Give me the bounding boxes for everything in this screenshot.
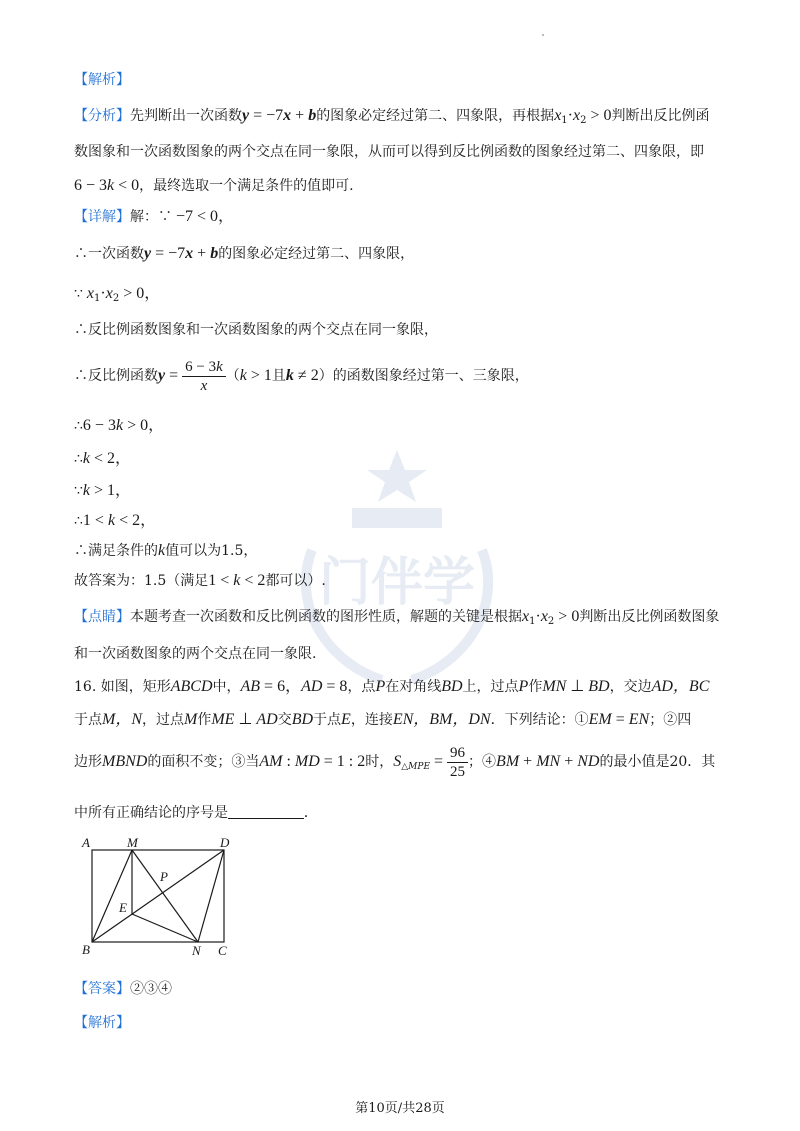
step-2b: 的图象必定经过第二、四象限， <box>218 246 415 262</box>
p16-text-2b: ，过点 <box>142 712 185 728</box>
p16-text-3f: 20 <box>669 754 688 770</box>
dianjing-text-2: 和一次函数图象的两个交点在同一象限. <box>74 646 317 662</box>
step-5b: （ <box>225 368 240 384</box>
xiangjie-text-1: 解：∵ <box>130 209 172 225</box>
fraction-96-over-25: $\frac{96}{25}$ <box>447 744 468 781</box>
dianjing-text-1b: 判断出反比例函数图象 <box>579 609 720 625</box>
answer-blank <box>228 804 304 819</box>
fenxi-text-1: 先判断出一次函数 <box>130 108 242 124</box>
fenxi-text-1c: 判断出反比例函 <box>611 108 710 124</box>
step-10c: 1.5， <box>221 543 258 559</box>
analysis-tag-2: 【解析】 <box>74 1015 130 1031</box>
p16-text-2a: 于点 <box>74 712 102 728</box>
step-8: ∵ <box>74 483 83 499</box>
p16-text-2e: 于点 <box>313 712 342 728</box>
fenxi-text-3: ，最终选取一个满足条件的值即可. <box>139 178 354 194</box>
step-5a: ∴反比例函数 <box>74 368 158 384</box>
p16-text-2h: ；②四 <box>649 712 692 728</box>
xiangjie-tag: 【详解】 <box>74 209 130 225</box>
page-footer: 第10页/共28页 <box>355 1101 445 1116</box>
label-b: B <box>82 942 90 957</box>
p16-text-3g: ．其 <box>687 754 716 770</box>
step-11b: 都可以）. <box>265 573 326 589</box>
label-m: M <box>127 835 138 850</box>
p16-text-1e: 上，过点 <box>462 679 519 695</box>
label-e: E <box>119 900 127 915</box>
p16-text-3a: 边形 <box>74 754 102 770</box>
step-5d: ）的函数图象经过第一、三象限， <box>318 368 529 384</box>
p16-text-3e: 的最小值是 <box>599 754 670 770</box>
label-d: D <box>220 835 230 850</box>
p16-text-2d: 交 <box>277 712 292 728</box>
p16-text-3c: 时， <box>365 754 394 770</box>
step-6: ∴ <box>74 418 83 434</box>
p16-text-3b: 的面积不变；③当 <box>147 754 260 770</box>
p16-text-1b: 中， <box>212 679 241 695</box>
step-2a: ∴一次函数 <box>74 246 144 262</box>
step-9: ∴ <box>74 513 83 529</box>
dianjing-tag: 【点睛】 <box>74 609 130 625</box>
label-c: C <box>218 943 227 958</box>
step-4: ∴反比例函数图象和一次函数图象的两个交点在同一象限， <box>74 322 438 338</box>
document-page: 门伴学 【解析】 【分析】先判断出一次函数y = −7x + b的图象必定经过第二、四象限，再根据$x_1\cdot x_2 > 0$判断出反比例函 数图象和一次函数图象的两个交点在同一象限，从而可以得到反比例函数的图象经过第二、四象限，即 6 − 3k < 0，最终选取一个满足条件的值即可. 【详解】解：∵ −7 < 0， ∴一次函数y = −7x + b的图象必定经过第二、四象限， ∵ $x_1\cdot x_2 > 0$， ∴反比例函数图象和一次函数图象的两个交点在同一象限， ∴反比例函数y = $\frac{6 - 3k}{x}$ （k > 1且k ≠ 2）的函数图象经过第一、三象限， ∴6 − 3k > 0， ∴k < 2， ∵k > 1， ∴1 < k < 2， ∴满足条件的k值可以为1.5， 故答案为：1.5（满足1 < k < 2都可以）. 【点睛】本题考查一次函数和反比例函数的图形性质，解题的关键是根据$x_1\cdot x_2 > 0$判断出反比例函数图象 和一次函数图象的两个交点在同一象限. 16. 如图，矩形ABCD中，AB = 6，AD = 8，点P在对角线BD上，过点P作MN ⊥ BD，交边AD，BC 于点M，N，过点M作ME ⊥ AD交BD于点E，连接EN，BM，DN．下列结论：①EM = EN；②四 边形MBND的面积不变；③当AM : MD = 1 : 2时，$S_{\triangle MPE}$ = $\frac{96}{25}$ ；④BM + MN + ND的最小值是20．其 中所有正确结论的序号是 . A M D P E B N C 【答案】②③④ 【解析】 第10页/共28页 <box>0 0 800 1131</box>
label-a: A <box>82 835 90 850</box>
dianjing-text-1a: 本题考查一次函数和反比例函数的图形性质，解题的关键是根据 <box>130 609 522 625</box>
analysis-tag: 【解析】 <box>74 72 130 88</box>
p16-text-2c: 作 <box>197 712 212 728</box>
fraction-6-3k-over-x: $\frac{6 - 3k}{x}$ <box>182 358 226 395</box>
p16-text-3d: ；④ <box>468 754 497 770</box>
p16-text-1a: 16. 如图，矩形 <box>74 679 171 695</box>
segment-dn <box>198 850 224 942</box>
step-10a: ∴满足条件的 <box>74 543 158 559</box>
p16-text-1g: ，交边 <box>609 679 652 695</box>
p16-text-1d: 在对角线 <box>385 679 442 695</box>
fenxi-text-2: 数图象和一次函数图象的两个交点在同一象限，从而可以得到反比例函数的图象经过第二、四象限，即 <box>74 144 704 160</box>
p16-text-1f: 作 <box>528 679 543 695</box>
p16-text-2f: ，连接 <box>350 712 393 728</box>
geometry-figure <box>80 835 240 960</box>
watermark-text: 门伴学 <box>318 553 476 613</box>
step-10b: 值可以为 <box>165 543 222 559</box>
corner-mark <box>542 34 544 36</box>
p16-text-2g: ．下列结论：① <box>490 712 589 728</box>
step-3a: ∵ <box>74 286 83 302</box>
step-7: ∴ <box>74 451 83 467</box>
label-p: P <box>160 869 168 884</box>
p16-text-4: 中所有正确结论的序号是 <box>74 805 228 821</box>
answer-value: ②③④ <box>130 981 172 997</box>
label-n: N <box>192 943 201 958</box>
fenxi-text-1b: 的图象必定经过第二、四象限，再根据 <box>316 108 555 124</box>
answer-tag: 【答案】 <box>74 981 130 997</box>
fenxi-tag: 【分析】 <box>74 108 130 124</box>
step-5c: 且 <box>271 368 286 384</box>
step-11a: 故答案为：1.5（满足 <box>74 573 209 589</box>
p16-text-1c: ，点 <box>347 679 376 695</box>
